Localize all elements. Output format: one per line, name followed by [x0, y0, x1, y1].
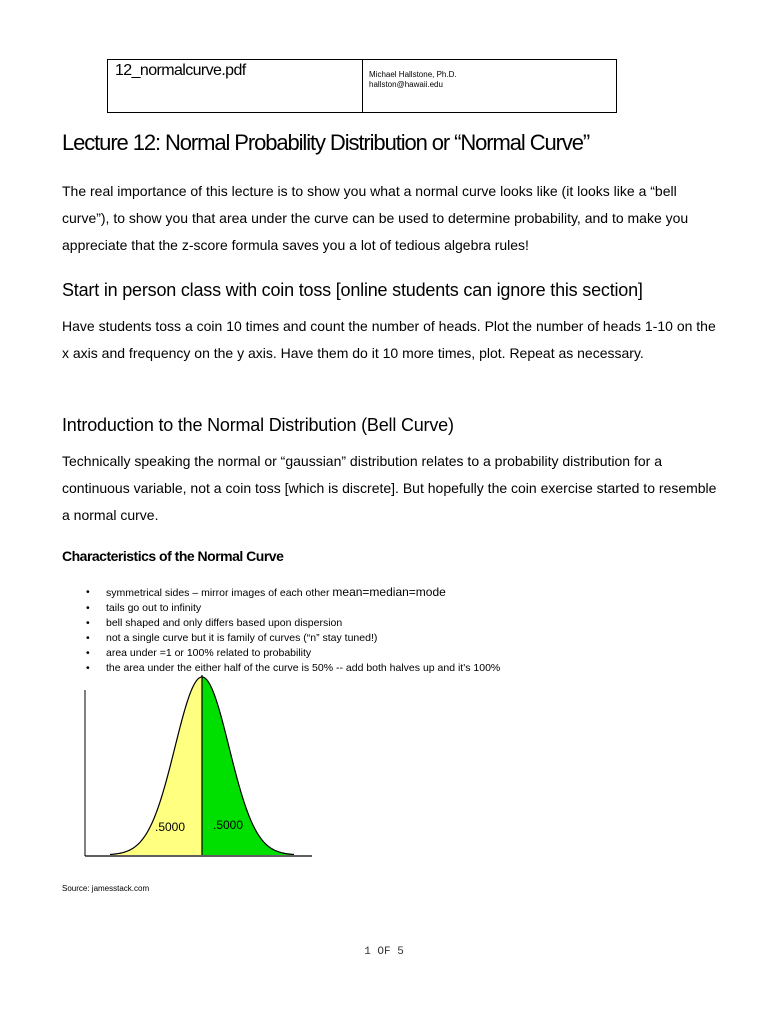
- normal-curve-chart: [80, 675, 320, 865]
- list-item: [86, 646, 500, 661]
- normal-distribution-paragraph: Technically speaking the normal or “gaussian” distribution relates to a probability distribution for a continuous variable, not a coin toss [which is discrete]. But hopefully the coin exercise started to resemble a normal curve.: [62, 453, 717, 523]
- list-item: [86, 616, 500, 631]
- characteristics-heading: Characteristics of the Normal Curve: [62, 548, 284, 564]
- left-area-label: .5000: [155, 820, 186, 834]
- author-name: Michael Hallstone, Ph.D.: [369, 70, 457, 79]
- list-item-extra: mean=median=mode: [332, 585, 446, 599]
- normal-distribution-heading: Introduction to the Normal Distribution (Bell Curve): [62, 415, 454, 435]
- document-header: [107, 59, 617, 113]
- page-title: Lecture 12: Normal Probability Distribution or “Normal Curve”: [62, 130, 590, 155]
- list-item-text: tails go out to infinity: [106, 602, 202, 614]
- characteristics-list: [86, 585, 500, 676]
- page-number: 1 OF 5: [364, 946, 404, 958]
- intro-paragraph: The real importance of this lecture is to show you what a normal curve looks like (it looks like a “bell curve”), to show you that area under the curve can be used to determine probability, and to make you appreciate that the z-score formula saves you a lot of tedious algebra rules!: [62, 183, 689, 253]
- header-author-info: [363, 60, 457, 112]
- list-item-text: bell shaped and only differs based upon dispersion: [106, 617, 343, 629]
- coin-toss-paragraph: Have students toss a coin 10 times and count the number of heads. Plot the number of heads 1-10 on the x axis and frequency on the y axis. Have them do it 10 more times, plot. Repeat as necessary.: [62, 318, 716, 361]
- list-item-text: area under =1 or 100% related to probability: [106, 647, 312, 659]
- list-item-text: the area under the either half of the curve is 50% -- add both halves up and it's 100%: [106, 662, 501, 674]
- list-item: [86, 661, 500, 676]
- list-item-text: not a single curve but it is family of curves (“n” stay tuned!): [106, 632, 378, 644]
- list-item: [86, 631, 500, 646]
- coin-toss-heading: Start in person class with coin toss [online students can ignore this section]: [62, 280, 643, 300]
- author-email: hallston@hawaii.edu: [369, 80, 443, 89]
- list-item: [86, 585, 500, 601]
- list-item: [86, 601, 500, 616]
- list-item-text: symmetrical sides – mirror images of each other: [106, 587, 333, 599]
- right-area-label: .5000: [213, 818, 244, 832]
- header-filename: 12_normalcurve.pdf: [108, 60, 363, 112]
- source-caption: Source: jamesstack.com: [62, 884, 150, 893]
